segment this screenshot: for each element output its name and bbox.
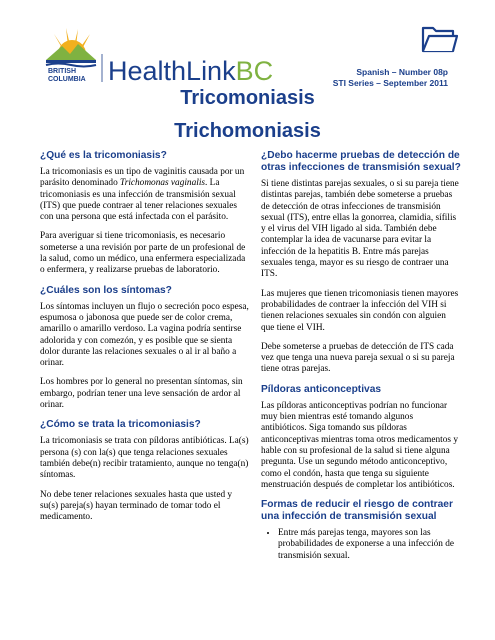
- section-heading: Píldoras anticonceptivas: [261, 383, 382, 395]
- list-item: • Entre más parejas tenga, mayores son las probabilidades de exponerse a una infección de transmisión sexual.: [278, 528, 461, 562]
- paragraph: Debe someterse a pruebas de detección de ITS cada vez que tenga una nueva pareja sexual o si su pareja tiene otras parejas.: [261, 341, 455, 375]
- section-heading: ¿Cuáles son los síntomas?: [40, 284, 172, 296]
- section-treatment: [40, 419, 252, 523]
- right-column: [261, 150, 461, 569]
- bc-sun-mountain-icon: [46, 28, 96, 67]
- text: . La tricomoniasis es una infección de transmisión sexual (ITS) que puede contraer al tener relaciones sexuales con una persona que está infectada con el parásito.: [40, 178, 237, 223]
- section-heading: ¿Qué es la tricomoniasis?: [40, 150, 167, 161]
- section-testing: [261, 150, 461, 376]
- paragraph: No debe tener relaciones sexuales hasta que usted y su(s) pareja(s) hayan terminado de tomar todo el medicamento.: [40, 489, 233, 523]
- paragraph: La tricomoniasis se trata con píldoras antibióticas. La(s) persona (s) con la(s) que tenga relaciones sexuales también debe(n) recibir tratamiento, aunque no tenga(n) síntomas.: [40, 436, 249, 481]
- brand-main: HealthLink: [108, 56, 236, 86]
- species-name: Trichomonas vaginalis: [120, 178, 206, 189]
- paragraph: Las píldoras anticonceptivas podrían no funcionar muy bien mientras esté tomando algunos antibióticos. Siga tomando sus píldoras anticonceptivas mientras toma otros medicamentos y hable con su profesional de la salud si tiene alguna pregunta. Use un segundo método anticonceptivo, como el condón, hasta que tenga su siguiente menstruación después de completar los antibióticos.: [261, 400, 458, 490]
- paragraph: Si tiene distintas parejas sexuales, o si su pareja tiene distintas parejas, también debe someterse a pruebas de detección de otras infecciones de transmisión sexual (ITS), entre ellas la gonorrea, clamidia, sífilis y el virus del VIH ligado al sida. También debe contemplar la idea de vacunarse para evitar la infección de la hepatitis B. Entre más parejas sexuales tenga, mayor es su riesgo de contraer una ITS.: [261, 179, 459, 280]
- left-column: [40, 150, 252, 531]
- text: La tricomoniasis es un tipo de vaginitis causada por un parásito denominado: [40, 167, 245, 189]
- brand-name: [108, 56, 273, 86]
- title-spanish: Tricomoniasis: [180, 87, 315, 109]
- bc-line1: BRITISH: [48, 68, 76, 75]
- paragraph: Los síntomas incluyen un flujo o secreción poco espesa, espumosa o jabonosa que puede ser de color crema, amarillo o amarillo verdoso. La vagina podría sentirse adolorida y con comezón, y es posible que se sienta dolor durante las relaciones sexuales o al ir al baño a orinar.: [40, 301, 249, 369]
- series-line2: STI Series – September 2011: [332, 78, 448, 88]
- bullet-list: [261, 528, 461, 562]
- section-reduce-risk: [261, 499, 461, 562]
- paragraph: Los hombres por lo general no presentan síntomas, sin embargo, podrían tener una leve sensación de ardor al orinar.: [40, 377, 243, 411]
- series-line1: Spanish – Number 08p: [356, 67, 448, 77]
- paragraph: Las mujeres que tienen tricomoniasis tienen mayores probabilidades de contraer la infección del VIH si tienen relaciones sexuales sin condón con alguien que tiene el VIH.: [261, 288, 459, 333]
- folder-icon: [420, 20, 458, 54]
- title-english: Trichomoniasis: [174, 120, 321, 142]
- series-info: [333, 67, 448, 89]
- paragraph: Para averiguar si tiene tricomoniasis, es necesario someterse a una revisión por parte de un profesional de la salud, como un médico, una enfermera especializada o enfermera, y realizarse pruebas de laboratorio.: [40, 231, 246, 276]
- healthlinkbc-logo[interactable]: [40, 18, 290, 86]
- section-heading: Formas de reducir el riesgo de contraer una infección de transmisión sexual: [261, 499, 453, 523]
- section-birth-control: [261, 384, 461, 491]
- section-heading: ¿Cómo se trata la tricomoniasis?: [40, 419, 201, 431]
- brand-suffix: BC: [235, 56, 274, 86]
- bc-line2: COLUMBIA: [48, 76, 86, 83]
- section-symptoms: [40, 285, 252, 412]
- section-what-is: [40, 150, 252, 277]
- paragraph: [40, 167, 252, 223]
- section-heading: ¿Debo hacerme pruebas de detección de otras infecciones de transmisión sexual?: [261, 150, 461, 173]
